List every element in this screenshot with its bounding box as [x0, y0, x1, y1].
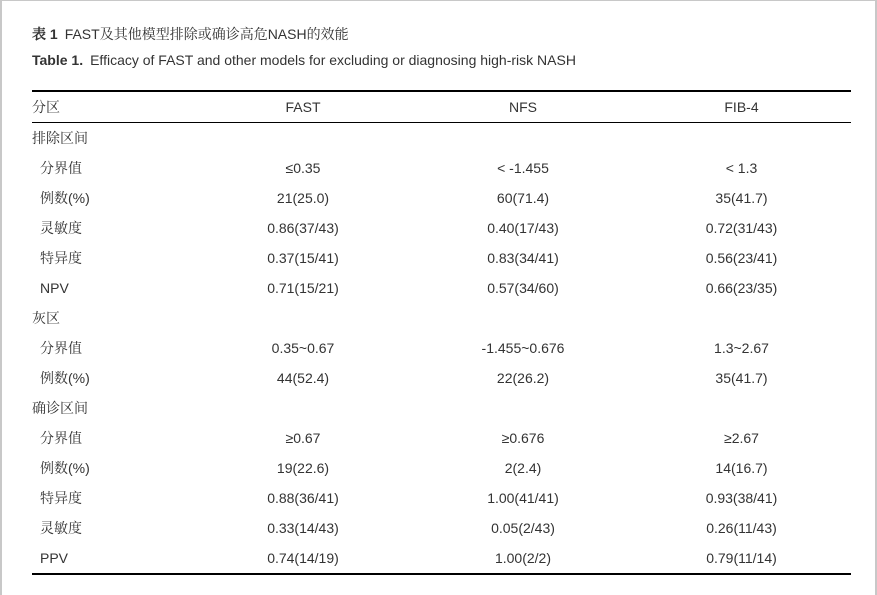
row-label: 排除区间: [32, 130, 88, 146]
row-label: 确诊区间: [32, 400, 88, 416]
cell-value: 19(22.6): [276, 460, 330, 476]
metric-row: [32, 423, 851, 453]
metric-row: [32, 453, 851, 483]
cell-value: 2(2.4): [504, 460, 542, 476]
row-label: 例数(%): [40, 460, 90, 476]
document-content: [2, 1, 875, 575]
metric-row: [32, 363, 851, 393]
metric-row: [32, 333, 851, 363]
cell-value: 0.93(38/41): [705, 490, 778, 506]
section-row: [32, 123, 851, 154]
cell-value: [192, 123, 414, 154]
row-label: 分界值: [40, 160, 82, 176]
metric-row: [32, 513, 851, 543]
cell-value: 0.33(14/43): [267, 520, 339, 536]
cell-value: 1.00(41/41): [487, 490, 559, 506]
cell-value: 22(26.2): [496, 370, 550, 386]
table-caption-zh: [32, 26, 875, 42]
cell-value: 0.88(36/41): [267, 490, 339, 506]
cell-value: 0.05(2/43): [491, 520, 555, 536]
cell-value: 0.79(11/14): [706, 550, 777, 566]
cell-value: 1.00(2/2): [494, 550, 552, 566]
cell-value: < 1.3: [725, 160, 758, 176]
cell-value: [414, 123, 632, 154]
cell-value: [192, 393, 414, 423]
metric-row: [32, 483, 851, 513]
cell-value: 35(41.7): [715, 190, 768, 206]
efficacy-table: [32, 90, 851, 575]
metric-row: [32, 213, 851, 243]
cell-value: 0.66(23/35): [705, 280, 778, 296]
cell-value: 0.37(15/41): [267, 250, 339, 266]
metric-row: [32, 243, 851, 273]
table-caption-zh-text: FAST及其他模型排除或确诊高危NASH的效能: [64, 26, 349, 42]
cell-value: [632, 123, 851, 154]
metric-row: [32, 543, 851, 574]
row-label: 灰区: [32, 310, 60, 326]
cell-value: [632, 393, 851, 423]
cell-value: 0.86(37/43): [267, 220, 339, 236]
cell-value: 1.3~2.67: [714, 340, 769, 356]
cell-value: 0.83(34/41): [487, 250, 559, 266]
metric-row: [32, 153, 851, 183]
row-label: 分界值: [40, 340, 82, 356]
section-row: [32, 393, 851, 423]
header-row: [32, 91, 851, 123]
table-body: [32, 123, 851, 575]
cell-value: 0.57(34/60): [487, 280, 559, 296]
cell-value: 35(41.7): [715, 370, 768, 386]
metric-row: [32, 273, 851, 303]
cell-value: < -1.455: [497, 160, 549, 176]
row-label: 特异度: [40, 250, 82, 266]
row-label: 灵敏度: [40, 520, 82, 536]
table-caption-en-text: Efficacy of FAST and other models for excluding or diagnosing high-risk NASH: [90, 52, 576, 68]
cell-value: 0.26(11/43): [706, 520, 777, 536]
cell-value: [414, 393, 632, 423]
cell-value: [632, 303, 851, 333]
row-label: 分界值: [40, 430, 82, 446]
cell-value: 44(52.4): [276, 370, 330, 386]
cell-value: ≥0.676: [501, 430, 545, 446]
section-row: [32, 303, 851, 333]
cell-value: 0.40(17/43): [487, 220, 559, 236]
column-header-nfs: NFS: [509, 99, 537, 115]
cell-value: 0.35~0.67: [271, 340, 335, 356]
table-number-en: Table 1.: [32, 52, 84, 68]
cell-value: 0.72(31/43): [705, 220, 778, 236]
column-header-category: 分区: [32, 99, 60, 115]
cell-value: [414, 303, 632, 333]
row-label: 例数(%): [40, 190, 90, 206]
cell-value: 60(71.4): [496, 190, 550, 206]
metric-row: [32, 183, 851, 213]
cell-value: ≤0.35: [285, 160, 321, 176]
row-label: 灵敏度: [40, 220, 82, 236]
row-label: PPV: [40, 550, 69, 566]
row-label: 特异度: [40, 490, 82, 506]
row-label: NPV: [40, 280, 69, 296]
cell-value: 0.74(14/19): [267, 550, 339, 566]
table-number-zh: 表 1: [32, 26, 58, 42]
cell-value: ≥2.67: [724, 430, 759, 446]
cell-value: ≥0.67: [285, 430, 321, 446]
cell-value: -1.455~0.676: [481, 340, 565, 356]
column-header-fib4: FIB-4: [724, 99, 759, 115]
cell-value: 21(25.0): [276, 190, 330, 206]
column-header-fast: FAST: [285, 99, 321, 115]
cell-value: 0.71(15/21): [267, 280, 339, 296]
cell-value: 0.56(23/41): [705, 250, 778, 266]
table-caption-en: [32, 52, 875, 68]
row-label: 例数(%): [40, 370, 90, 386]
cell-value: 14(16.7): [715, 460, 768, 476]
cell-value: [192, 303, 414, 333]
